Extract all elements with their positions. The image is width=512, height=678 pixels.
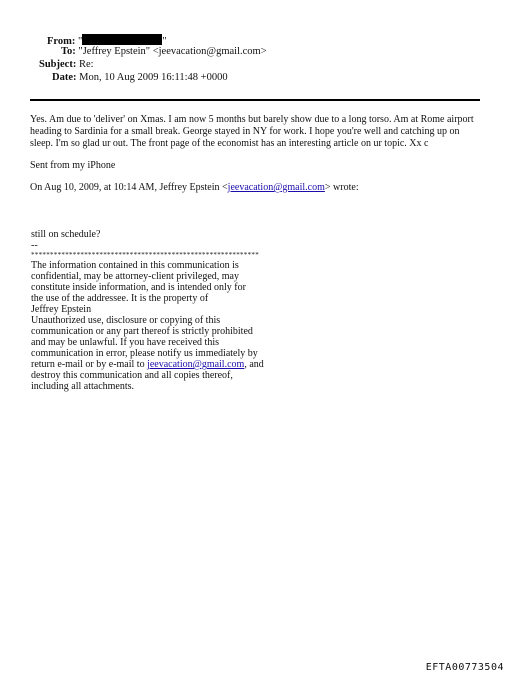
disclaimer-line: confidential, may be attorney-client privileged, may <box>31 271 239 282</box>
document-id: EFTA00773504 <box>425 662 504 673</box>
message-body: Yes. Am due to 'deliver' on Xmas. I am now 5 months but barely show due to a long torso. Am at Rome airport heading to Sardinia for a small break. George stayed in NY for work. I hope you're well and catching up on sleep. I'm so glad ur out. The front page of the economist has an interesting article on ur topic. Xx c <box>30 114 474 149</box>
disclaimer-line: Unauthorized use, disclosure or copying of this <box>31 315 221 326</box>
disclaimer-line: the use of the addressee. It is the property of <box>31 293 209 304</box>
redaction-box <box>82 34 162 45</box>
signature-dash: -- <box>31 240 38 251</box>
disclaimer-line: communication in error, please notify us immediately by <box>31 348 258 359</box>
quoted-message <box>31 229 331 392</box>
disclaimer-return-line <box>31 359 331 370</box>
disclaimer-line: communication or any part thereof is strictly prohibited <box>31 326 253 337</box>
reply-email-link[interactable]: jeevacation@gmail.com <box>227 182 325 193</box>
subject-label: Subject: <box>39 59 77 70</box>
from-label: From: <box>47 36 76 47</box>
from-value-open: " <box>78 36 83 47</box>
header-divider <box>30 99 480 101</box>
reply-intro-after: > wrote: <box>324 182 359 193</box>
disclaimer-line: and may be unlawful. If you have received this <box>31 337 219 348</box>
signature: Sent from my iPhone <box>30 160 116 171</box>
to-row <box>61 46 267 58</box>
disclaimer-line: constitute inside information, and is intended only for <box>31 282 246 293</box>
return-line-before: return e-mail or by e-mail to <box>31 359 148 370</box>
return-line-after: , and <box>244 359 264 370</box>
disclaimer-line: destroy this communication and all copies thereof, <box>31 370 233 381</box>
to-value: "Jeffrey Epstein" <jeevacation@gmail.com> <box>78 46 267 57</box>
date-row <box>52 72 228 84</box>
quoted-question: still on schedule? <box>31 229 101 240</box>
date-label: Date: <box>52 72 77 83</box>
reply-intro <box>30 182 480 194</box>
subject-value: Re: <box>78 59 94 70</box>
to-label: To: <box>61 46 76 57</box>
star-divider: ************************************************************ <box>31 251 259 259</box>
disclaimer-line: including all attachments. <box>31 381 135 392</box>
from-value-close: " <box>162 36 167 47</box>
disclaimer-line: The information contained in this communication is <box>31 260 239 271</box>
date-value: Mon, 10 Aug 2009 16:11:48 +0000 <box>79 72 228 83</box>
disclaimer-line: Jeffrey Epstein <box>31 304 92 315</box>
subject-row <box>39 59 94 71</box>
reply-intro-before: On Aug 10, 2009, at 10:14 AM, Jeffrey Epstein < <box>30 182 228 193</box>
disclaimer-email-link[interactable]: jeevacation@gmail.com <box>147 359 245 370</box>
